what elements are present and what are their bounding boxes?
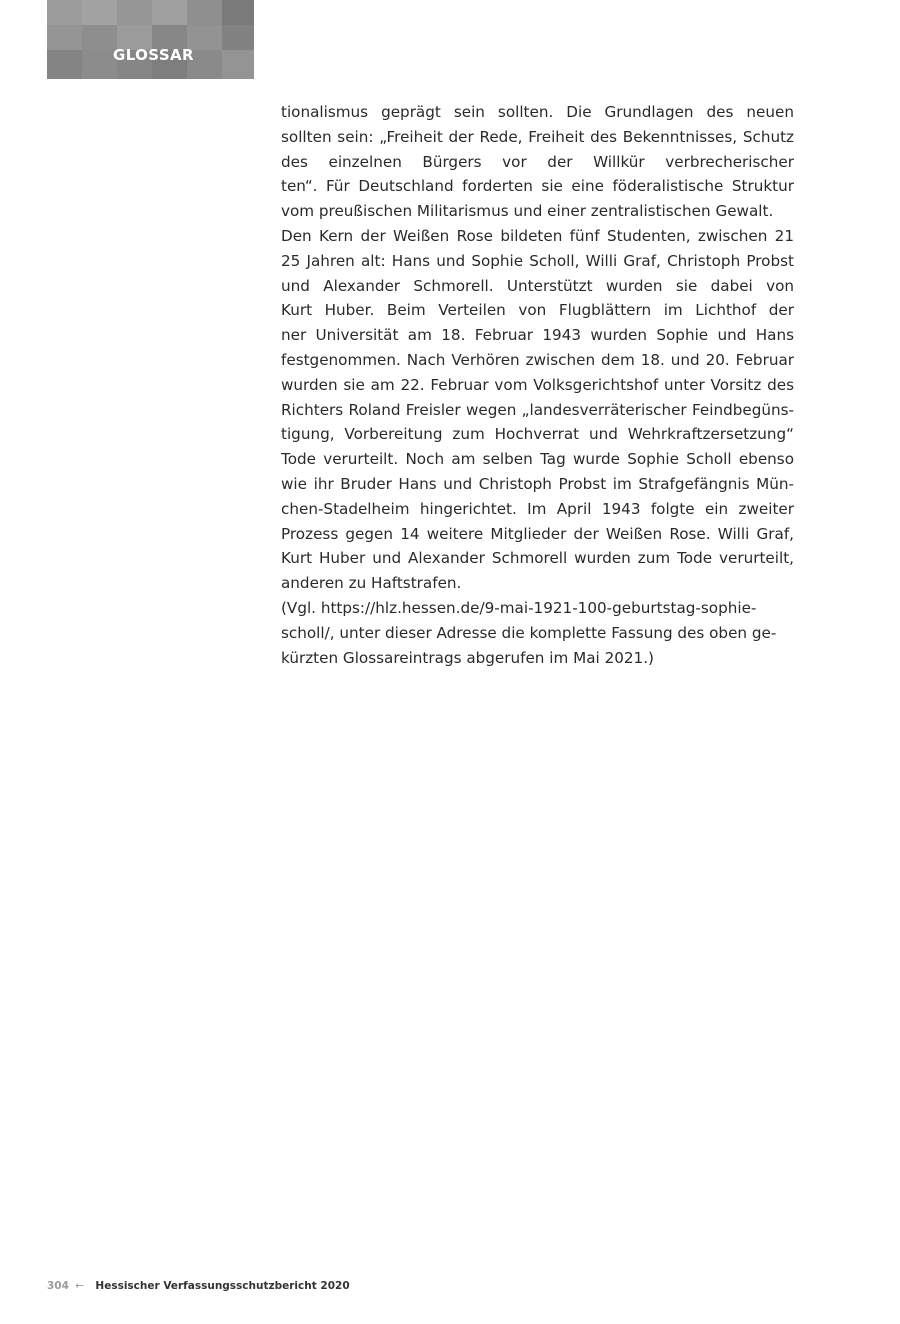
text-line: und Alexander Schmorell. Unterstützt wurden sie dabei von xyxy=(281,276,794,295)
glossary-entry-text xyxy=(281,100,794,670)
page-footer xyxy=(47,1280,350,1292)
text-line: 25 Jahren alt: Hans und Sophie Scholl, Willi Graf, Christoph Probst xyxy=(281,251,794,270)
decorative-tile xyxy=(82,0,117,25)
source-reference-line: kürzten Glossareintrags abgerufen im Mai 2021.) xyxy=(281,648,654,667)
section-header-tab xyxy=(47,0,254,79)
text-line: wie ihr Bruder Hans und Christoph Probst im Strafgefängnis Mün- xyxy=(281,474,794,493)
text-line: Kurt Huber und Alexander Schmorell wurden zum Tode verurteilt, xyxy=(281,549,794,568)
decorative-tile xyxy=(222,0,254,25)
text-line: ner Universität am 18. Februar 1943 wurden Sophie und Hans xyxy=(281,326,794,345)
text-line: tionalismus geprägt sein sollten. Die Grundlagen des neuen xyxy=(281,103,794,121)
section-header-label: GLOSSAR xyxy=(113,46,194,64)
publication-title: Hessischer Verfassungsschutzbericht 2020 xyxy=(95,1280,350,1292)
decorative-tile xyxy=(82,25,117,50)
text-line: ten“. Für Deutschland forderten sie eine föderalistische Struktur xyxy=(281,177,794,196)
text-line: wurden sie am 22. Februar vom Volksgerichtshof unter Vorsitz des xyxy=(281,375,794,394)
decorative-tile xyxy=(187,0,222,25)
decorative-tile xyxy=(47,50,82,79)
text-line: festgenommen. Nach Verhören zwischen dem 18. und 20. Februar xyxy=(281,350,794,369)
decorative-tile xyxy=(82,50,117,79)
page-number: 304 xyxy=(47,1280,69,1292)
text-line: chen-Stadelheim hingerichtet. Im April 1943 folgte ein zweiter xyxy=(281,499,794,518)
text-line: Richters Roland Freisler wegen „landesverräterischer Feindbegüns- xyxy=(281,400,794,419)
decorative-tile xyxy=(222,25,254,50)
source-reference-line: scholl/, unter dieser Adresse die komplette Fassung des oben ge- xyxy=(281,623,777,642)
arrow-left-icon: ← xyxy=(75,1280,85,1292)
decorative-tile xyxy=(152,0,187,25)
decorative-tile xyxy=(47,25,82,50)
text-line: tigung, Vorbereitung zum Hochverrat und Wehrkraftzersetzung“ xyxy=(281,425,794,444)
text-line: Kurt Huber. Beim Verteilen von Flugblättern im Lichthof der xyxy=(281,301,794,320)
text-line: Prozess gegen 14 weitere Mitglieder der Weißen Rose. Willi Graf, xyxy=(281,524,794,543)
decorative-tile xyxy=(222,50,254,79)
text-line: des einzelnen Bürgers vor der Willkür verbrecherischer xyxy=(281,152,794,171)
text-line: vom preußischen Militarismus und einer zentralistischen Gewalt. xyxy=(281,202,774,221)
decorative-tile xyxy=(47,0,82,25)
decorative-tile xyxy=(117,0,152,25)
text-line: sollten sein: „Freiheit der Rede, Freiheit des Bekenntnisses, Schutz xyxy=(281,127,794,146)
source-reference-line: (Vgl. https://hlz.hessen.de/9-mai-1921-100-geburtstag-sophie- xyxy=(281,598,757,617)
text-line: Den Kern der Weißen Rose bildeten fünf Studenten, zwischen 21 xyxy=(281,226,794,245)
text-line: Tode verurteilt. Noch am selben Tag wurde Sophie Scholl ebenso xyxy=(281,450,794,469)
text-line: anderen zu Haftstrafen. xyxy=(281,574,462,593)
